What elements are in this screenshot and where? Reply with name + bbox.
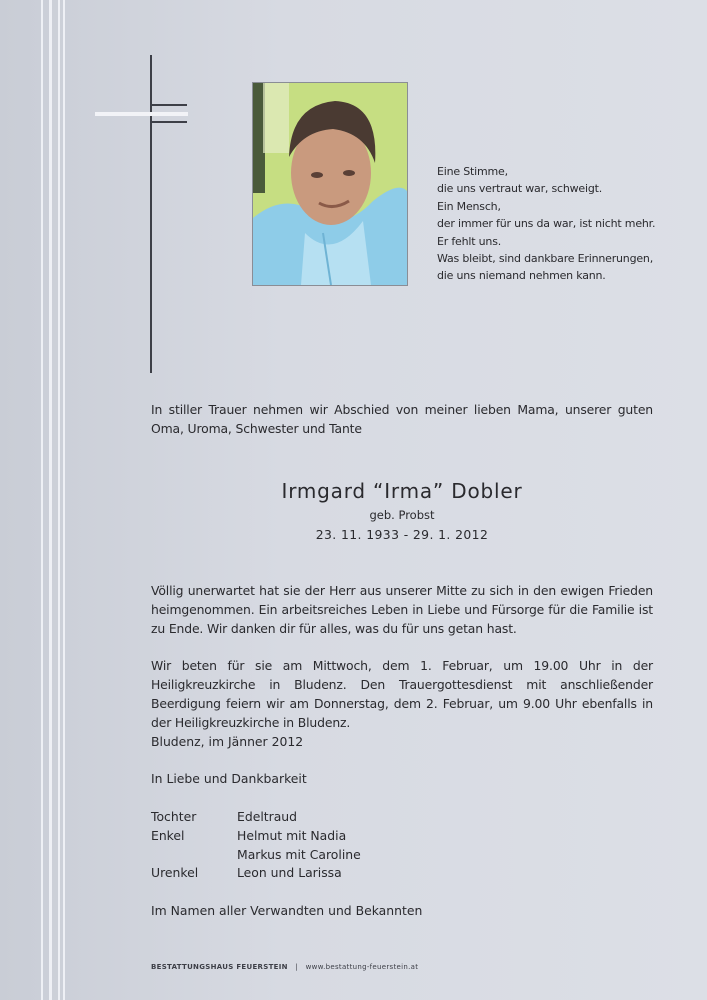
life-dates: 23. 11. 1933 - 29. 1. 2012	[315, 527, 489, 542]
portrait-photo	[252, 82, 408, 286]
mourner-names: Edeltraud	[237, 809, 298, 824]
footer-website[interactable]: www.bestattung-feuerstein.at	[305, 963, 419, 971]
poem-line: Er fehlt uns.	[437, 234, 502, 248]
paragraph-2: Wir beten für sie am Mittwoch, dem 1. Februar, um 19.00 Uhr in der Heiligkreuzkirche in Bludenz. Den Trauergottesdienst mit anschließender Beerdigung feiern wir am Donnerstag, dem 2. Februar, um 9.00 Uhr ebenfalls in der Heiligkreuzkirche in Bludenz.	[151, 658, 653, 730]
deceased-name: Irmgard “Irma” Dobler	[281, 479, 523, 503]
border-stripe-4	[63, 0, 65, 1000]
mourner-row	[151, 807, 297, 826]
poem-line: Ein Mensch,	[437, 199, 501, 213]
paragraph-1: Völlig unerwartet hat sie der Herr aus unserer Mitte zu sich in den ewigen Frieden heimgenommen. Ein arbeitsreiches Leben in Liebe und Fürsorge für die Familie ist zu Ende. Wir danken dir für alles, was du für uns getan hast.	[151, 583, 653, 636]
closing-line: In Liebe und Dankbarkeit	[151, 771, 307, 786]
footer-separator: |	[295, 963, 299, 971]
border-stripe-2	[49, 0, 52, 1000]
poem-line: Eine Stimme,	[437, 165, 508, 178]
footer-brand: BESTATTUNGSHAUS FEUERSTEIN	[151, 963, 288, 971]
mourner-names: Leon und Larissa	[237, 865, 342, 880]
mourner-row	[151, 826, 346, 845]
border-stripe-3	[58, 0, 60, 1000]
poem-line: die uns vertraut war, schweigt.	[437, 182, 603, 196]
poem	[437, 163, 655, 285]
mourner-relation: Urenkel	[151, 865, 199, 880]
mourner-row	[151, 845, 361, 864]
birth-name: geb. Probst	[369, 508, 435, 522]
poem-line: die uns niemand nehmen kann.	[437, 269, 606, 283]
mourner-names: Helmut mit Nadia	[237, 828, 347, 843]
poem-line: Was bleibt, sind dankbare Erinnerungen,	[437, 252, 653, 266]
mourner-row	[151, 863, 342, 882]
mourner-relation: Enkel	[151, 828, 185, 843]
signoff: Im Namen aller Verwandten und Bekannten	[151, 903, 423, 918]
mourner-relation: Tochter	[151, 809, 197, 824]
border-stripe-1	[41, 0, 43, 1000]
mourner-names: Markus mit Caroline	[237, 847, 361, 862]
poem-line: der immer für uns da war, ist nicht mehr.	[437, 217, 656, 231]
intro-text: In stiller Trauer nehmen wir Abschied von meiner lieben Mama, unserer guten Oma, Uroma, Schwester und Tante	[151, 402, 653, 436]
footer	[151, 963, 418, 971]
place-date: Bludenz, im Jänner 2012	[151, 734, 304, 749]
